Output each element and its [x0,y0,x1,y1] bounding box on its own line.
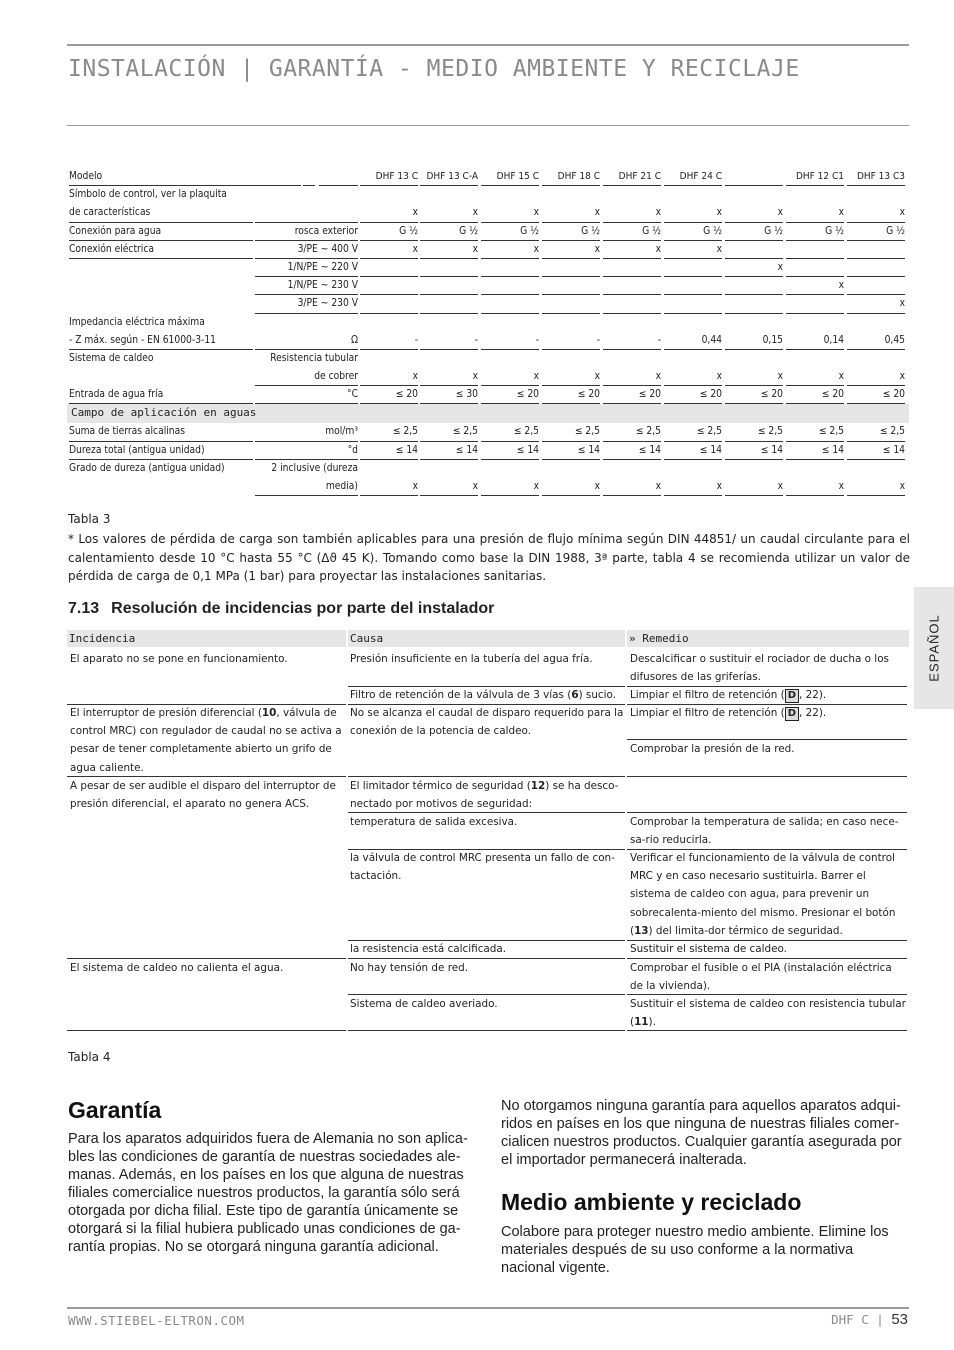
table-header-row [67,168,909,186]
model-column-header: DHF 13 C3 [847,168,905,186]
causa-cell [350,686,622,704]
footer-url: WWW.STIEBEL-ELTRON.COM [68,1313,245,1328]
value-cell [664,314,722,332]
text-span: Limpiar el filtro de retención ( [630,707,785,719]
value-cell [847,277,905,295]
text-span: , válvula de control MRC) con regulador de caudal no se activa a pesar de tener completamente abierto un grifo de agua caliente. [70,707,342,774]
value-cell: - [481,332,539,350]
value-cell: ≤ 14 [360,442,418,460]
footer-rule [67,1307,909,1309]
value-cell [725,277,783,295]
garantia-paragraph: Para los aparatos adquiridos fuera de Alemania no son aplica-bles las condiciones de garantía de nuestras sociedades ale-manas. Además, en los países en los que alguna de nuestras filiales comercialice nuestros productos, la garantía sólo será otorgada por dicha filial. Este tipo de garantía únicamente se otorgará si la filial hubiera publicado unas condiciones de ga-rantía propias. No se otorgará ninguna garantía adicional. [68,1131,468,1255]
model-column-header: DHF 24 C [664,168,722,186]
row-unit: °d [255,442,358,460]
value-cell: x [420,368,478,386]
text-span: ) del limita-dor térmico de seguridad. [648,924,843,937]
value-cell [542,277,600,295]
value-cell: x [786,368,844,386]
value-cell: x [360,478,418,496]
remedio-cell: Comprobar la presión de la red. [630,743,795,755]
row-label: Conexión eléctrica [69,241,253,259]
section-band-row [67,404,909,423]
row-label: de características [69,204,253,222]
value-cell [786,350,844,368]
text-span: Limpiar el filtro de retención ( [630,689,785,701]
value-cell: x [542,478,600,496]
table-row [67,332,909,350]
value-cell: ≤ 14 [603,442,661,460]
incidencia-cell: El sistema de caldeo no calienta el agua. [70,962,284,974]
value-cell [786,186,844,204]
remedio-cell: Descalcificar o sustituir el rociador de ducha o los difusores de las griferías. [630,653,889,684]
table-row [67,314,909,332]
value-cell [847,314,905,332]
page-number: 53 [891,1311,908,1328]
value-cell [786,241,844,259]
value-cell: ≤ 2,5 [420,423,478,441]
table3-caption: Tabla 3 [68,512,111,526]
value-cell [481,314,539,332]
value-cell: x [664,241,722,259]
value-cell: ≤ 14 [847,442,905,460]
value-cell: x [603,368,661,386]
value-cell: x [360,204,418,222]
value-cell: ≤ 20 [786,386,844,404]
value-cell: x [847,368,905,386]
value-cell: G ½ [786,223,844,241]
value-cell: x [603,241,661,259]
row-unit [255,204,358,222]
row-unit: °C [255,386,358,404]
table-row [67,460,909,478]
value-cell: G ½ [847,223,905,241]
table-row [67,350,909,368]
value-cell: x [360,241,418,259]
model-column-header: DHF 21 C [603,168,661,186]
row-label [69,277,253,295]
value-cell [420,314,478,332]
value-cell [420,460,478,478]
remedio-cell [630,995,907,1031]
row-unit: de cobrer [255,368,358,386]
table-row [67,277,909,295]
value-cell: x [542,241,600,259]
value-cell [542,259,600,277]
text-span: El limitador térmico de seguridad ( [350,780,531,792]
value-cell: x [603,478,661,496]
row-rule [627,1030,907,1031]
section-band [67,404,909,422]
technical-data-table [67,168,909,496]
model-column-header: DHF 12 C1 [786,168,844,186]
remedio-cell: Comprobar el fusible o el PIA (instalación eléctrica de la vivienda). [630,962,892,993]
model-column-header: DHF 18 C [542,168,600,186]
row-unit: Ω [255,332,358,350]
table-row [67,241,909,259]
value-cell: ≤ 20 [725,386,783,404]
value-cell [847,259,905,277]
value-cell: - [603,332,661,350]
value-cell: x [420,241,478,259]
value-cell: x [725,478,783,496]
value-cell [420,350,478,368]
value-cell [360,460,418,478]
incidencia-cell [70,704,342,777]
medio-ambiente-heading: Medio ambiente y reciclado [501,1189,802,1215]
value-cell: x [725,204,783,222]
row-rule [67,1030,346,1031]
table-row [67,259,909,277]
footer-model [831,1311,908,1328]
value-cell [786,259,844,277]
value-cell: G ½ [542,223,600,241]
value-cell: ≤ 20 [481,386,539,404]
table-row [67,478,909,496]
value-cell [725,460,783,478]
row-label: Suma de tierras alcalinas [69,423,253,441]
section-number: 7.13 [68,600,100,617]
incidencia-cell: El aparato no se pone en funcionamiento. [70,653,288,665]
value-cell [603,186,661,204]
remedio-cell: Comprobar la temperatura de salida; en caso necesa-rio reducirla. [630,816,899,847]
row-label: Entrada de agua fría [69,386,253,404]
value-cell [360,314,418,332]
page-title: INSTALACIÓN | GARANTÍA - MEDIO AMBIENTE Y RECICLAJE [68,56,800,82]
header-rule [67,44,909,46]
table4-caption: Tabla 4 [68,1050,111,1064]
value-cell: x [664,478,722,496]
value-cell: ≤ 2,5 [603,423,661,441]
value-cell: G ½ [481,223,539,241]
value-cell [664,350,722,368]
value-cell: x [603,204,661,222]
value-cell [542,295,600,313]
causa-cell [350,777,622,813]
row-unit: 3/PE ~ 230 V [255,295,358,313]
value-cell [420,295,478,313]
section-heading [68,600,494,618]
text-span: ) se ha desco-nectado por motivos de seguridad: [350,780,619,811]
text-span: Sustituir el sistema de caldeo con resistencia tubular ( [630,998,906,1029]
text-span: , 22). [799,689,827,701]
value-cell [603,259,661,277]
medio-ambiente-paragraph: Colabore para proteger nuestro medio ambiente. Elimine los materiales después de su uso conforme a la normativa nacional vigente. [501,1224,889,1276]
row-label [69,478,253,496]
row-unit: media) [255,478,358,496]
row-unit: 3/PE ~ 400 V [255,241,358,259]
value-cell [603,314,661,332]
value-cell [542,314,600,332]
value-cell: x [420,204,478,222]
value-cell: ≤ 20 [603,386,661,404]
table-row [67,368,909,386]
value-cell: ≤ 14 [481,442,539,460]
value-cell [786,314,844,332]
value-cell [847,241,905,259]
value-cell: G ½ [603,223,661,241]
value-cell [542,460,600,478]
value-cell: - [420,332,478,350]
text-span: Verificar el funcionamiento de la válvula de control MRC y en caso necesario sustituirla. Barrer el sistema de caldeo con agua, para prevenir un sobrecalenta-miento del mismo. Presionar el botón ( [630,852,896,937]
value-cell: ≤ 14 [725,442,783,460]
remedio-cell: Sustituir el sistema de caldeo. [630,943,787,955]
value-cell: x [847,478,905,496]
causa-cell: Presión insuficiente en la tubería del agua fría. [350,653,593,665]
value-cell: ≤ 2,5 [847,423,905,441]
value-cell [360,295,418,313]
row-unit: rosca exterior [255,223,358,241]
causa-cell: No se alcanza el caudal de disparo requerido para la conexión de la potencia de caldeo. [350,707,624,738]
value-cell [664,186,722,204]
footer-model-text: DHF C | [831,1312,884,1327]
value-cell [786,460,844,478]
garantia-paragraph-2: No otorgamos ninguna garantía para aquellos aparatos adqui-ridos en países en los que ninguna de nuestras filiales comer-cialicen nuestros productos. Cualquier garantía asegurada por el importador permanecerá inalterada. [501,1098,902,1168]
value-cell: - [360,332,418,350]
garantia-heading: Garantía [68,1097,162,1123]
value-cell: x [420,478,478,496]
text-span: ) sucio. [578,689,616,701]
value-cell: ≤ 2,5 [664,423,722,441]
row-label [69,368,253,386]
value-cell [664,295,722,313]
row-label: Conexión para agua [69,223,253,241]
value-cell: ≤ 2,5 [786,423,844,441]
value-cell: x [481,478,539,496]
title-rule [67,125,909,126]
part-number: 6 [571,689,579,701]
value-cell: ≤ 2,5 [542,423,600,441]
value-cell: ≤ 2,5 [481,423,539,441]
row-label: - Z máx. según - EN 61000-3-11 [69,332,253,350]
header-causa: Causa [348,630,625,647]
value-cell [725,350,783,368]
value-cell [664,259,722,277]
row-unit: 1/N/PE ~ 230 V [255,277,358,295]
value-cell: ≤ 20 [664,386,722,404]
text-span: Filtro de retención de la válvula de 3 vías ( [350,689,572,701]
value-cell: - [542,332,600,350]
value-cell: x [481,368,539,386]
model-column-header [725,168,783,186]
value-cell: ≤ 14 [786,442,844,460]
causa-cell: la resistencia está calcificada. [350,943,507,955]
value-cell: G ½ [420,223,478,241]
section-title: Resolución de incidencias por parte del instalador [111,600,495,617]
value-cell: x [360,368,418,386]
table-row [67,295,909,313]
row-rule [348,1030,625,1031]
text-span: ). [648,1016,656,1029]
value-cell [603,295,661,313]
part-number: 10 [261,707,277,719]
header-rule [319,168,358,186]
value-cell [603,350,661,368]
value-cell [481,186,539,204]
table-row [67,423,909,441]
band-label: Campo de aplicación en aguas [71,406,257,420]
value-cell [542,186,600,204]
value-cell [481,277,539,295]
value-cell: x [725,259,783,277]
value-cell: 0,45 [847,332,905,350]
value-cell: ≤ 14 [420,442,478,460]
row-label: Símbolo de control, ver la plaquita [69,189,227,201]
model-column-header: DHF 13 C-A [420,168,478,186]
language-tab [914,587,954,709]
value-cell [664,277,722,295]
value-cell [664,460,722,478]
text-span: , 22). [799,707,827,719]
row-rule [627,776,907,777]
value-cell [420,186,478,204]
value-cell [725,314,783,332]
d-reference-icon: D [785,689,799,703]
value-cell [542,350,600,368]
row-unit [255,314,358,332]
row-unit: 1/N/PE ~ 220 V [255,259,358,277]
value-cell: x [725,368,783,386]
value-cell: x [847,295,905,313]
value-cell: x [786,478,844,496]
part-number: 11 [634,1016,649,1029]
model-column-header: DHF 13 C [360,168,418,186]
value-cell: ≤ 2,5 [360,423,418,441]
table-row [67,186,909,204]
value-cell: x [481,241,539,259]
value-cell [360,259,418,277]
value-cell [786,295,844,313]
value-cell [420,259,478,277]
value-cell [481,460,539,478]
value-cell: x [542,368,600,386]
header-remedio: » Remedio [627,630,909,647]
value-cell [603,460,661,478]
text-span: El interruptor de presión diferencial ( [70,707,262,719]
value-cell [847,350,905,368]
row-label: Dureza total (antigua unidad) [69,442,253,460]
value-cell [360,186,418,204]
d-reference-icon: D [785,707,799,721]
row-unit: mol/m³ [255,423,358,441]
header-rule [303,168,315,186]
part-number: 12 [530,780,546,792]
value-cell: x [664,204,722,222]
value-cell: ≤ 14 [664,442,722,460]
causa-cell: Sistema de caldeo averiado. [350,998,498,1010]
value-cell [847,186,905,204]
row-label [69,259,253,277]
row-unit [255,186,358,204]
value-cell: 0,15 [725,332,783,350]
value-cell: ≤ 30 [420,386,478,404]
value-cell: ≤ 2,5 [725,423,783,441]
value-cell [360,350,418,368]
header-incidencia: Incidencia [67,630,346,647]
incidencia-cell: A pesar de ser audible el disparo del interruptor de presión diferencial, el aparato no genera ACS. [70,780,336,811]
table3-note: * Los valores de pérdida de carga son también aplicables para una presión de flujo mínima según DIN 44851/ un caudal circulante para el calentamiento desde 10 °C hasta 55 °C (Δϑ 45 K). Tomando como base la DIN 1988, 3ª parte, tabla 4 se recomienda utilizar un valor de pérdida de carga de 0,1 MPa (1 bar) para proyectar las instalaciones sanitarias. [68,532,910,583]
value-cell [360,277,418,295]
header-label: Modelo [69,168,301,186]
row-label: Sistema de caldeo [69,352,154,364]
value-cell [847,460,905,478]
causa-cell: temperatura de salida excesiva. [350,816,518,828]
value-cell [725,186,783,204]
causa-cell: la válvula de control MRC presenta un fallo de con-tactación. [350,852,615,883]
value-cell: x [664,368,722,386]
row-label: Grado de dureza (antigua unidad) [69,462,225,474]
value-cell [420,277,478,295]
value-cell: ≤ 20 [360,386,418,404]
value-cell: ≤ 20 [847,386,905,404]
value-cell: G ½ [725,223,783,241]
causa-cell: No hay tensión de red. [350,962,469,974]
table-row [67,204,909,222]
value-cell [725,241,783,259]
row-label: Impedancia eléctrica máxima [69,316,205,328]
value-cell [603,277,661,295]
row-unit: Resistencia tubular [270,352,358,364]
value-cell: G ½ [360,223,418,241]
value-cell: 0,14 [786,332,844,350]
value-cell: x [786,204,844,222]
table-row [67,223,909,241]
table-row [67,442,909,460]
remedio-cell [630,849,907,940]
value-cell: ≤ 14 [542,442,600,460]
value-cell: ≤ 20 [542,386,600,404]
language-label: ESPAÑOL [926,614,942,682]
value-cell: x [481,204,539,222]
value-cell: x [847,204,905,222]
table-row [67,386,909,404]
value-cell: x [542,204,600,222]
value-cell [481,259,539,277]
remedio-cell [630,686,907,704]
value-cell [725,295,783,313]
value-cell: x [786,277,844,295]
value-cell: G ½ [664,223,722,241]
value-cell: 0,44 [664,332,722,350]
row-unit: 2 inclusive (dureza [271,462,358,474]
row-label [69,295,253,313]
value-cell [481,295,539,313]
part-number: 13 [634,924,649,937]
model-column-header: DHF 15 C [481,168,539,186]
value-cell [481,350,539,368]
remedio-cell [630,704,907,722]
